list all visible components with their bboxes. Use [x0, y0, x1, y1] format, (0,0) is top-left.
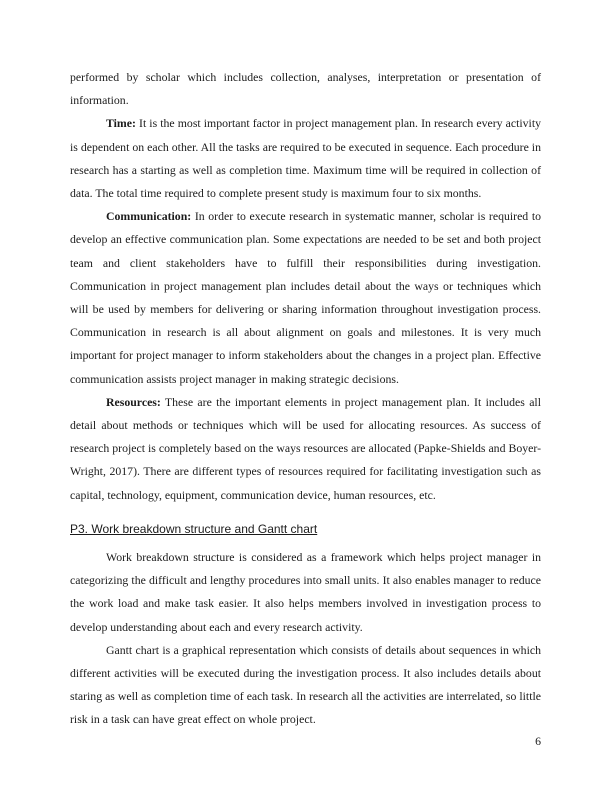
paragraph: [70, 546, 541, 639]
paragraph-lead: Time:: [106, 116, 136, 131]
paragraph-text: In order to execute research in systematic manner, scholar is required to develop an effective communication plan. Some expectations are needed to be set and both project team and client stakeholders have to fulfill their responsibilities during investigation. Communication in project management plan includes detail about the ways or techniques which will be used by members for delivering or sharing information throughout investigation process. Communication in research is all about alignment on goals and milestones. It is very much important for project manager to inform stakeholders about the changes in a project plan. Effective communication assists project manager in making strategic decisions.: [70, 209, 541, 386]
paragraph-text: It is the most important factor in project management plan. In research every activity is dependent on each other. All the tasks are required to be executed in sequence. Each procedure in research has a starting as well as completion time. Maximum time will be required in collection of data. The total time required to complete present study is maximum four to six months.: [70, 116, 541, 201]
paragraph: [70, 391, 541, 507]
section-heading: P3. Work breakdown structure and Gantt chart: [70, 521, 318, 536]
paragraph-lead: Communication:: [106, 209, 192, 224]
page-number: 6: [535, 734, 541, 748]
paragraph: [70, 205, 541, 391]
paragraph: [70, 66, 541, 112]
paragraph-text: Work breakdown structure is considered as a framework which helps project manager in categorizing the difficult and lengthy procedures into small units. It also enables manager to reduce the work load and make task easier. It also helps members involved in investigation process to develop understanding about each and every research activity.: [70, 550, 541, 634]
paragraph: [70, 639, 541, 732]
paragraph-text: performed by scholar which includes collection, analyses, interpretation or presentation of information.: [70, 70, 541, 108]
paragraph-lead: Resources:: [106, 394, 161, 409]
page-content: [70, 66, 541, 732]
paragraph-text: These are the important elements in project management plan. It includes all detail about methods or techniques which will be used for allocating resources. As success of research project is completely based on the ways resources are allocated (Papke-Shields and Boyer-Wright, 2017). There are different types of resources required for facilitating investigation such as capital, technology, equipment, communication device, human resources, etc.: [70, 394, 541, 502]
paragraph-text: Gantt chart is a graphical representation which consists of details about sequences in which different activities will be executed during the investigation process. It also includes details about staring as well as completion time of each task. In research all the activities are interrelated, so little risk in a task can have great effect on whole project.: [70, 642, 541, 727]
paragraph: [70, 112, 541, 205]
